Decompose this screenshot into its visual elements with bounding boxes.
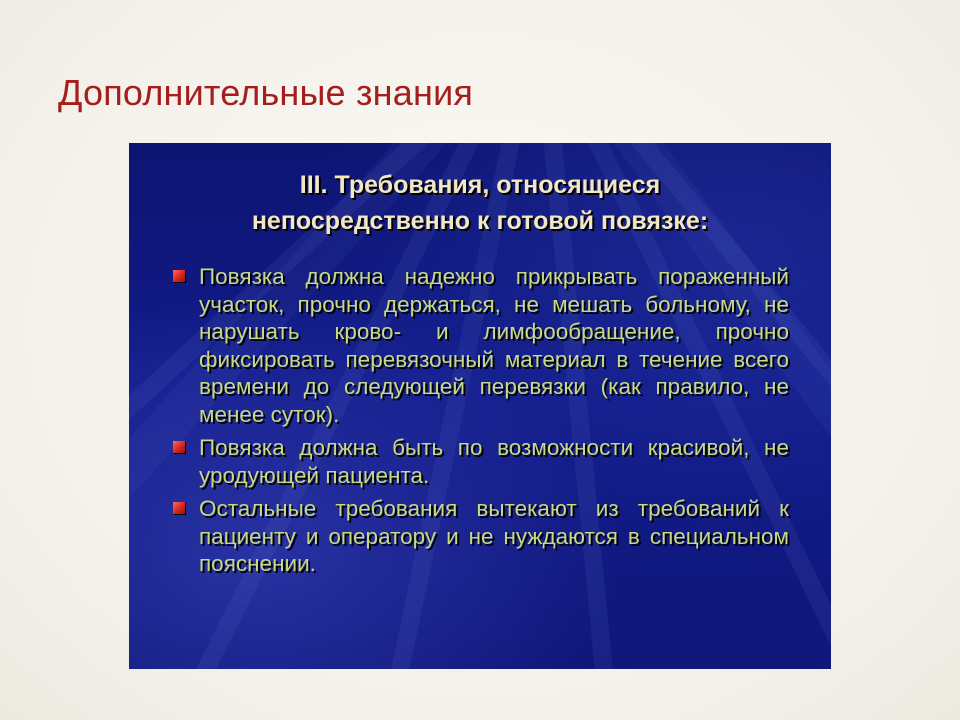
list-item [173, 434, 789, 489]
list-item-text: Повязка должна надежно прикрывать пораженный участок, прочно держаться, не мешать больному, не нарушать крово- и лимфообращение, прочно фиксировать перевязочный материал в течение всего времени до следующей перевязки (как правило, не менее суток). [199, 264, 789, 427]
list-item [173, 495, 789, 578]
slide-title: Дополнительные знания [58, 72, 474, 113]
square-bullet-icon [173, 502, 185, 514]
content-panel [129, 143, 831, 669]
requirements-list [173, 263, 789, 584]
panel-heading [169, 167, 791, 239]
panel-heading-line-1: III. Требования, относящиеся [299, 171, 661, 199]
list-item-text: Повязка должна быть по возможности красивой, не уродующей пациента. [199, 435, 789, 488]
list-item-text: Остальные требования вытекают из требований к пациенту и оператору и не нуждаются в специальном пояснении. [199, 496, 789, 576]
square-bullet-icon [173, 270, 185, 282]
panel-heading-line-2: непосредственно к готовой повязке: [251, 207, 709, 235]
list-item [173, 263, 789, 428]
square-bullet-icon [173, 441, 185, 453]
